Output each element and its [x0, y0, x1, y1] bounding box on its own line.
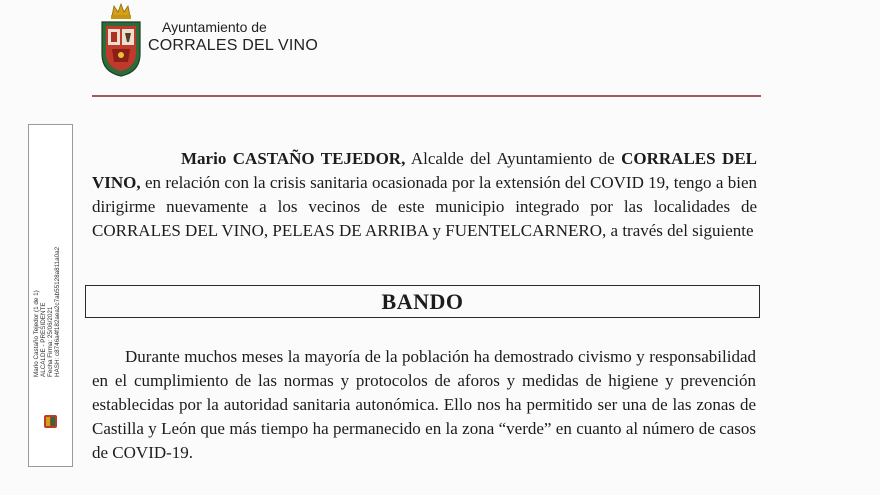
signature-line: ALCALDE - PRESIDENTE — [40, 302, 47, 377]
intro-text: en relación con la crisis sanitaria ocasionada por la extensión del COVID 19, tengo a bien dirigirme nuevamente a los vecinos de este municipio integrado por las localidades de CORRALES DEL VINO, PELEAS DE ARRIBA y FUENTELCARNERO, a través del siguiente — [92, 173, 757, 240]
body-paragraph — [92, 345, 756, 465]
letterhead — [98, 0, 398, 80]
coat-of-arms-icon — [98, 2, 144, 78]
bando-heading-box — [85, 285, 760, 318]
mayor-name: Mario CASTAÑO TEJEDOR, — [181, 149, 406, 168]
seal-icon — [43, 414, 58, 429]
org-name-line1: Ayuntamiento de — [162, 19, 267, 35]
signature-block — [33, 247, 61, 377]
signature-line: Fecha Firma: 25/06/2021 — [47, 306, 54, 377]
intro-paragraph — [92, 147, 757, 243]
header-divider — [92, 95, 761, 97]
signature-sidebar — [28, 124, 73, 467]
intro-text: Alcalde del Ayuntamiento de — [405, 149, 622, 168]
signature-line: Mario Castaño Tejedor (1 de 1) — [33, 290, 40, 377]
signature-line: HASH: c8746a4f182aea2c7ab55128a811a0a2 — [54, 246, 61, 377]
org-name-line2: CORRALES DEL VINO — [148, 37, 318, 54]
town-name: CORRALES DEL VINO, — [92, 149, 757, 192]
bando-title: BANDO — [381, 288, 464, 314]
body-text: Durante muchos meses la mayoría de la población ha demostrado civismo y responsabilidad en el cumplimiento de las normas y protocolos de aforos y medidas de higiene y prevención establecidas por la autoridad sanitaria autonómica. Ello nos ha permitido ser una de las zonas de Castilla y León que más tiempo ha permanecido en la zona “verde” en cuanto al número de casos de COVID-19. — [92, 347, 756, 462]
